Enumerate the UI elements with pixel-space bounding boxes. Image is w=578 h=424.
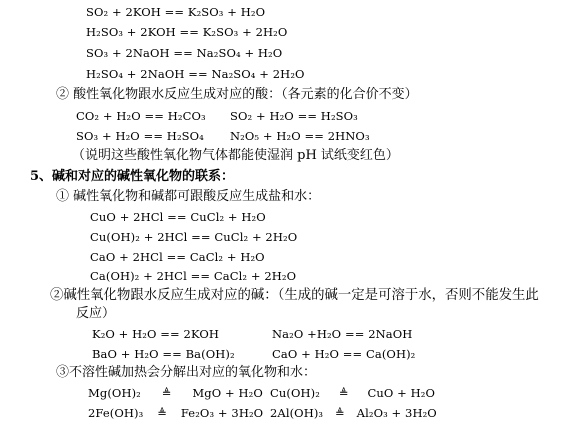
equation-mgoh2-heat	[88, 385, 263, 401]
equation-aloh3-heat	[270, 405, 437, 421]
product: MgO + H₂O	[192, 386, 263, 400]
acid-oxide-water-heading: ② 酸性氧化物跟水反应生成对应的酸：（各元素的化合价不变）	[56, 87, 418, 102]
product: Fe₂O₃ + 3H₂O	[180, 406, 264, 420]
equation-cao-hcl: CaO + 2HCl == CaCl₂ + H₂O	[90, 250, 265, 264]
equation-so2-koh: SO₂ + 2KOH == K₂SO₃ + H₂O	[86, 5, 266, 19]
heat-triangle-icon: ≜	[335, 406, 345, 420]
heat-triangle-icon: ≜	[161, 386, 172, 400]
insoluble-base-heating-heading: ③不溶性碱加热会分解出对应的氧化物和水：	[56, 365, 317, 380]
equation-h2so4-naoh: H₂SO₄ + 2NaOH == Na₂SO₄ + 2H₂O	[86, 67, 305, 81]
equation-na2o-water: Na₂O +H₂O == 2NaOH	[272, 327, 413, 341]
equation-k2o-water: K₂O + H₂O == 2KOH	[92, 327, 219, 341]
product: CuO + H₂O	[367, 386, 436, 400]
reactant: 2Fe(OH)₃	[88, 406, 144, 420]
equation-cao-water: CaO + H₂O == Ca(OH)₂	[272, 347, 416, 361]
equation-so3-naoh: SO₃ + 2NaOH == Na₂SO₄ + H₂O	[86, 46, 283, 60]
heat-triangle-icon: ≜	[157, 406, 167, 420]
reactant: Mg(OH)₂	[88, 386, 141, 400]
equation-cuo-hcl: CuO + 2HCl == CuCl₂ + H₂O	[90, 210, 266, 224]
equation-so3-water: SO₃ + H₂O == H₂SO₄	[76, 129, 204, 143]
equation-caoh2-hcl: Ca(OH)₂ + 2HCl == CaCl₂ + 2H₂O	[90, 269, 297, 283]
base-oxide-water-heading-cont: 反应）	[76, 306, 116, 321]
equation-co2-water: CO₂ + H₂O == H₂CO₃	[76, 109, 206, 123]
ph-paper-note: （说明这些酸性氧化物气体都能使湿润 pH 试纸变红色）	[72, 148, 399, 163]
heat-triangle-icon: ≜	[338, 386, 349, 400]
section-5-heading: 5、碱和对应的碱性氧化物的联系：	[30, 169, 235, 184]
equation-cuoh2-hcl: Cu(OH)₂ + 2HCl == CuCl₂ + 2H₂O	[90, 230, 298, 244]
equation-bao-water: BaO + H₂O == Ba(OH)₂	[92, 347, 235, 361]
equation-so2-water: SO₂ + H₂O == H₂SO₃	[230, 109, 358, 123]
base-oxide-water-heading: ②碱性氧化物跟水反应生成对应的碱：（生成的碱一定是可溶于水，否则不能发生此	[50, 288, 539, 303]
equation-h2so3-koh: H₂SO₃ + 2KOH == K₂SO₃ + 2H₂O	[86, 25, 288, 39]
reactant: 2Al(OH)₃	[270, 406, 324, 420]
reactant: Cu(OH)₂	[270, 386, 320, 400]
equation-cuoh2-heat	[270, 385, 435, 401]
product: Al₂O₃ + 3H₂O	[356, 406, 437, 420]
equation-feoh3-heat	[88, 405, 263, 421]
equation-n2o5-water: N₂O₅ + H₂O == 2HNO₃	[230, 129, 370, 143]
base-acid-point: ① 碱性氧化物和碱都可跟酸反应生成盐和水：	[56, 189, 321, 204]
